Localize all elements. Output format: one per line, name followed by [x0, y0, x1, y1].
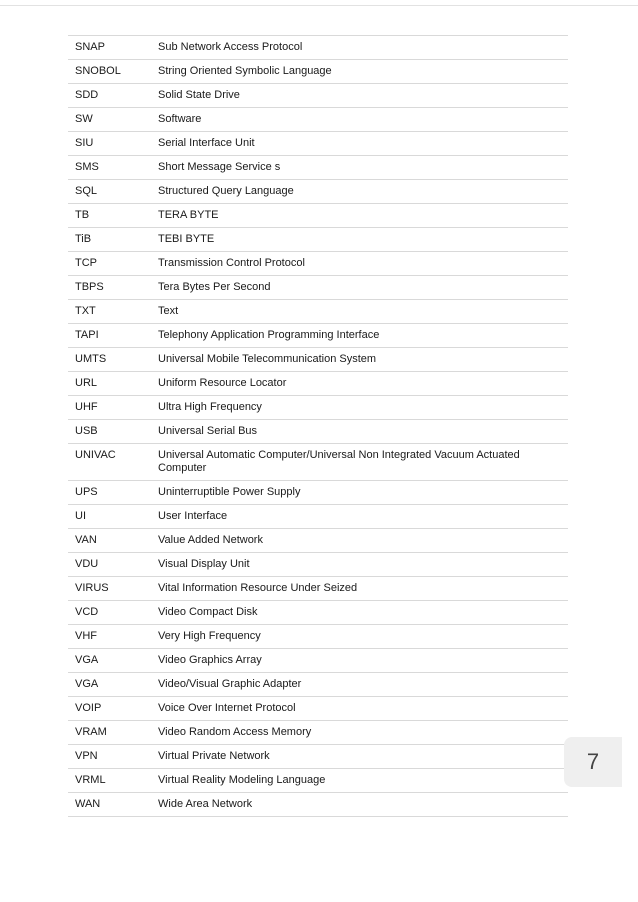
- full-form-cell: Value Added Network: [158, 534, 263, 546]
- top-divider: [0, 5, 638, 6]
- table-row: [68, 528, 568, 552]
- table-row: [68, 179, 568, 203]
- abbreviation-cell: SMS: [75, 161, 99, 173]
- abbreviation-cell: TXT: [75, 305, 96, 317]
- table-row: [68, 648, 568, 672]
- full-form-cell: Sub Network Access Protocol: [158, 41, 303, 53]
- full-form-cell: Vital Information Resource Under Seized: [158, 582, 358, 594]
- full-form-cell: Text: [158, 305, 179, 317]
- table-row: [68, 59, 568, 83]
- table-row: [68, 155, 568, 179]
- abbreviation-table: [68, 35, 568, 817]
- abbreviation-cell: TAPI: [75, 329, 99, 341]
- full-form-cell: Uninterruptible Power Supply: [158, 486, 301, 498]
- table-row: [68, 227, 568, 251]
- abbreviation-cell: VOIP: [75, 702, 102, 714]
- full-form-cell: Video/Visual Graphic Adapter: [158, 678, 302, 690]
- table-row: [68, 131, 568, 155]
- page-number-badge: [564, 737, 622, 787]
- abbreviation-cell: SW: [75, 113, 93, 125]
- full-form-cell: Solid State Drive: [158, 89, 240, 101]
- table-row: [68, 480, 568, 504]
- abbreviation-cell: UMTS: [75, 353, 107, 365]
- full-form-cell: Virtual Reality Modeling Language: [158, 774, 326, 786]
- table-row: [68, 624, 568, 648]
- full-form-cell: TERA BYTE: [158, 209, 219, 221]
- abbreviation-cell: SNOBOL: [75, 65, 121, 77]
- abbreviation-cell: VRML: [75, 774, 106, 786]
- abbreviation-cell: TBPS: [75, 281, 104, 293]
- abbreviation-cell: UNIVAC: [75, 449, 116, 461]
- full-form-cell: Wide Area Network: [158, 798, 253, 810]
- full-form-cell: Visual Display Unit: [158, 558, 250, 570]
- abbreviation-cell: SNAP: [75, 41, 105, 53]
- table-row: [68, 347, 568, 371]
- full-form-cell: Universal Mobile Telecommunication System: [158, 353, 377, 365]
- full-form-cell: Telephony Application Programming Interface: [158, 329, 380, 341]
- abbreviation-cell: TB: [75, 209, 90, 221]
- table-row: [68, 696, 568, 720]
- full-form-cell: Structured Query Language: [158, 185, 294, 197]
- full-form-cell: Universal Serial Bus: [158, 425, 258, 437]
- table-row: [68, 744, 568, 768]
- table-row: [68, 203, 568, 227]
- table-row: [68, 552, 568, 576]
- table-row: [68, 83, 568, 107]
- abbreviation-cell: TCP: [75, 257, 97, 269]
- abbreviation-cell: VRAM: [75, 726, 107, 738]
- abbreviation-cell: SQL: [75, 185, 98, 197]
- full-form-cell: Video Compact Disk: [158, 606, 258, 618]
- full-form-cell: Video Graphics Array: [158, 654, 262, 666]
- table-row: [68, 251, 568, 275]
- full-form-cell: Software: [158, 113, 202, 125]
- abbreviation-cell: SIU: [75, 137, 94, 149]
- table-row: [68, 371, 568, 395]
- page-number: 7: [586, 749, 600, 774]
- abbreviation-cell: VHF: [75, 630, 97, 642]
- full-form-cell: User Interface: [158, 510, 228, 522]
- table-row: [68, 323, 568, 347]
- abbreviation-cell: VPN: [75, 750, 98, 762]
- abbreviation-cell: VAN: [75, 534, 97, 546]
- full-form-cell: Short Message Service s: [158, 161, 281, 173]
- full-form-cell: Voice Over Internet Protocol: [158, 702, 296, 714]
- full-form-cell: TEBI BYTE: [158, 233, 215, 245]
- table-row: [68, 792, 568, 817]
- abbreviation-cell: UI: [75, 510, 86, 522]
- abbreviation-cell: VGA: [75, 654, 99, 666]
- table-row: [68, 768, 568, 792]
- abbreviation-cell: URL: [75, 377, 98, 389]
- full-form-cell: Serial Interface Unit: [158, 137, 255, 149]
- abbreviation-cell: USB: [75, 425, 98, 437]
- abbreviation-cell: VIRUS: [75, 582, 109, 594]
- abbreviation-cell: UPS: [75, 486, 98, 498]
- full-form-cell: Uniform Resource Locator: [158, 377, 287, 389]
- full-form-cell: Very High Frequency: [158, 630, 261, 642]
- abbreviation-cell: SDD: [75, 89, 99, 101]
- full-form-cell: Virtual Private Network: [158, 750, 270, 762]
- table-row: [68, 107, 568, 131]
- full-form-cell: Universal Automatic Computer/Universal Non Integrated Vacuum Actuated Computer: [158, 449, 520, 474]
- abbreviation-cell: VDU: [75, 558, 99, 570]
- full-form-cell: Ultra High Frequency: [158, 401, 262, 413]
- abbreviation-cell: VCD: [75, 606, 99, 618]
- full-form-cell: Tera Bytes Per Second: [158, 281, 271, 293]
- abbreviation-cell: VGA: [75, 678, 99, 690]
- abbreviation-cell: TiB: [75, 233, 92, 245]
- table-row: [68, 299, 568, 323]
- full-form-cell: String Oriented Symbolic Language: [158, 65, 332, 77]
- abbreviation-cell: WAN: [75, 798, 101, 810]
- table-row: [68, 672, 568, 696]
- table-row: [68, 720, 568, 744]
- full-form-cell: Transmission Control Protocol: [158, 257, 305, 269]
- table-row: [68, 504, 568, 528]
- table-row: [68, 419, 568, 443]
- table-row: [68, 395, 568, 419]
- table-row: [68, 443, 568, 480]
- table-row: [68, 576, 568, 600]
- full-form-cell: Video Random Access Memory: [158, 726, 312, 738]
- table-row: [68, 275, 568, 299]
- abbreviation-cell: UHF: [75, 401, 98, 413]
- table-row: [68, 600, 568, 624]
- table-row: [68, 35, 568, 59]
